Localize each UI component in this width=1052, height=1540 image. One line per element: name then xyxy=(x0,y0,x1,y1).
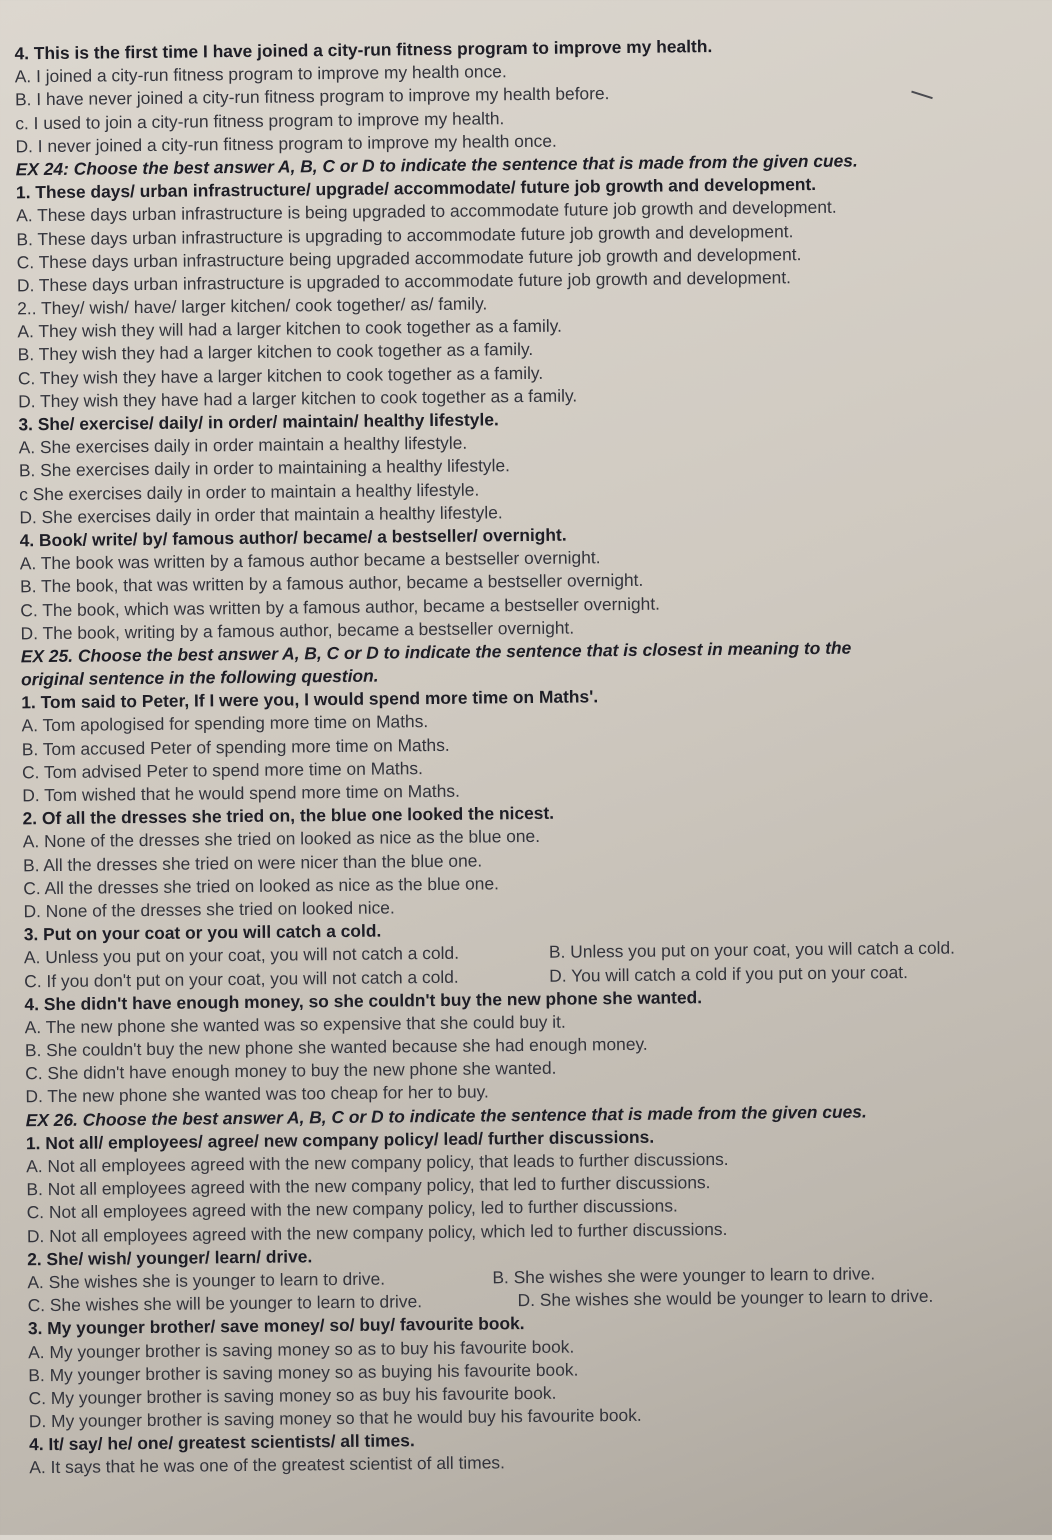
question-text: 3. My younger brother/ save money/ so/ buy/ favourite book. xyxy=(27,1313,525,1339)
option-text: B. They wish they had a larger kitchen to cook together as a family. xyxy=(17,339,534,365)
option-text: C. The book, which was written by a famous author, became a bestseller overnight. xyxy=(20,593,661,620)
option-text: A. My younger brother is saving money so as to buy his favourite book. xyxy=(28,1336,575,1362)
question-text: 4. Book/ write/ by/ famous author/ became/ a bestseller/ overnight. xyxy=(19,524,567,551)
option-text: B. All the dresses she tried on were nicer than the blue one. xyxy=(22,850,483,875)
option-text: A. She wishes she is younger to learn to drive. xyxy=(27,1268,386,1293)
option-text: A. The book was written by a famous author became a bestseller overnight. xyxy=(19,547,601,574)
option-text: C. All the dresses she tried on looked as nice as the blue one. xyxy=(23,873,499,899)
option-text: D. The new phone she wanted was too cheap for her to buy. xyxy=(25,1081,489,1107)
option-text: A. The new phone she wanted was so expensive that she could buy it. xyxy=(24,1011,566,1038)
question-text: 2. She/ wish/ younger/ learn/ drive. xyxy=(27,1246,313,1270)
option-text: C. If you don't put on your coat, you will not catch a cold. xyxy=(24,966,459,991)
option-text: B. Unless you put on your coat, you will catch a cold. xyxy=(548,937,956,963)
question-text: 4. She didn't have enough money, so she couldn't buy the new phone she wanted. xyxy=(24,986,703,1014)
option-text: D. These days urban infrastructure is upgraded to accommodate future job growth and development. xyxy=(16,267,792,296)
option-text: D. Tom wished that he would spend more time on Maths. xyxy=(22,780,460,806)
option-text: C. My younger brother is saving money so as buy his favourite book. xyxy=(28,1382,557,1409)
option-text: A. It says that he was one of the greatest scientist of all times. xyxy=(29,1452,505,1478)
question-text: 3. She/ exercise/ daily/ in order/ maintain/ healthy lifestyle. xyxy=(18,409,499,435)
option-text: C. Not all employees agreed with the new company policy, led to further discussions. xyxy=(26,1195,678,1223)
option-text: B. She couldn't buy the new phone she wanted because she had enough money. xyxy=(24,1033,648,1061)
question-text: 4. This is the first time I have joined a city-run fitness program to improve my health. xyxy=(14,36,713,64)
option-text: A. These days urban infrastructure is being upgraded to accommodate future job growth and development. xyxy=(16,197,837,226)
option-text: C. These days urban infrastructure being upgraded accommodate future job growth and development. xyxy=(16,243,802,273)
option-text: D. She exercises daily in order that maintain a healthy lifestyle. xyxy=(19,502,503,528)
question-text: 1. Not all/ employees/ agree/ new company policy/ lead/ further discussions. xyxy=(25,1126,655,1154)
option-text: C. She didn't have enough money to buy the new phone she wanted. xyxy=(25,1057,557,1084)
option-text: B. She wishes she were younger to learn to drive. xyxy=(492,1263,876,1288)
question-text: 3. Put on your coat or you will catch a cold. xyxy=(23,920,382,945)
option-text: D. My younger brother is saving money so that he would buy his favourite book. xyxy=(28,1404,642,1432)
option-text: B. My younger brother is saving money so as buying his favourite book. xyxy=(28,1359,579,1385)
option-text: 2.. They/ wish/ have/ larger kitchen/ cook together/ as/ family. xyxy=(17,293,488,319)
option-text: B. She exercises daily in order to maintaining a healthy lifestyle. xyxy=(18,455,511,481)
exercise-heading: EX 25. Choose the best answer A, B, C or D to indicate the sentence that is closest in meaning to the xyxy=(20,637,852,667)
option-text: A. Unless you put on your coat, you will not catch a cold. xyxy=(23,943,460,968)
exercise-heading: EX 24: Choose the best answer A, B, C or D to indicate the sentence that is made from the given cues. xyxy=(15,150,858,180)
option-text: c She exercises daily in order to maintain a healthy lifestyle. xyxy=(19,479,480,504)
option-text: D. Not all employees agreed with the new company policy, which led to further discussions. xyxy=(26,1218,728,1246)
option-text: A. Tom apologised for spending more time on Maths. xyxy=(21,711,429,736)
worksheet-content xyxy=(14,32,1047,1480)
option-text: C. She wishes she will be younger to learn to drive. xyxy=(27,1291,423,1316)
option-text: A. None of the dresses she tried on looked as nice as the blue one. xyxy=(22,826,541,852)
option-text: D. I never joined a city-run fitness program to improve my health once. xyxy=(15,130,557,157)
option-text: c. I used to join a city-run fitness program to improve my health. xyxy=(15,107,505,133)
exercise-heading: original sentence in the following question. xyxy=(20,665,379,690)
option-text: C. Tom advised Peter to spend more time on Maths. xyxy=(21,757,423,783)
option-text: C. They wish they have a larger kitchen to cook together as a family. xyxy=(17,362,544,388)
question-text: 4. It/ say/ he/ one/ greatest scientists/ all times. xyxy=(28,1430,415,1455)
option-text: B. These days urban infrastructure is upgrading to accommodate future job growth and development. xyxy=(16,220,794,249)
option-text: A. They wish they will had a larger kitchen to cook together as a family. xyxy=(17,315,563,342)
option-text: D. You will catch a cold if you put on your coat. xyxy=(549,961,908,986)
option-text: D. She wishes she would be younger to learn to drive. xyxy=(517,1285,934,1311)
option-text: B. Not all employees agreed with the new company policy, that led to further discussions. xyxy=(26,1172,711,1200)
option-text: B. The book, that was written by a famous author, became a bestseller overnight. xyxy=(20,570,644,597)
option-text: A. Not all employees agreed with the new company policy, that leads to further discussions. xyxy=(26,1148,729,1177)
question-text: 2. Of all the dresses she tried on, the blue one looked the nicest. xyxy=(22,802,555,829)
option-text: A. She exercises daily in order maintain a healthy lifestyle. xyxy=(18,432,468,458)
option-text: B. I have never joined a city-run fitness program to improve my health before. xyxy=(14,83,610,110)
option-text: D. The book, writing by a famous author, became a bestseller overnight. xyxy=(20,617,575,644)
option-text: B. Tom accused Peter of spending more time on Maths. xyxy=(21,734,450,759)
exercise-heading: EX 26. Choose the best answer A, B, C or D to indicate the sentence that is made from the given cues. xyxy=(25,1101,867,1130)
question-text: 1. Tom said to Peter, If I were you, I would spend more time on Maths'. xyxy=(21,686,599,713)
question-text: 1. These days/ urban infrastructure/ upgrade/ accommodate/ future job growth and development. xyxy=(15,174,817,203)
option-text: A. I joined a city-run fitness program to improve my health once. xyxy=(14,61,507,87)
option-text: D. They wish they have had a larger kitchen to cook together as a family. xyxy=(18,385,578,412)
option-text: D. None of the dresses she tried on looked nice. xyxy=(23,897,395,922)
